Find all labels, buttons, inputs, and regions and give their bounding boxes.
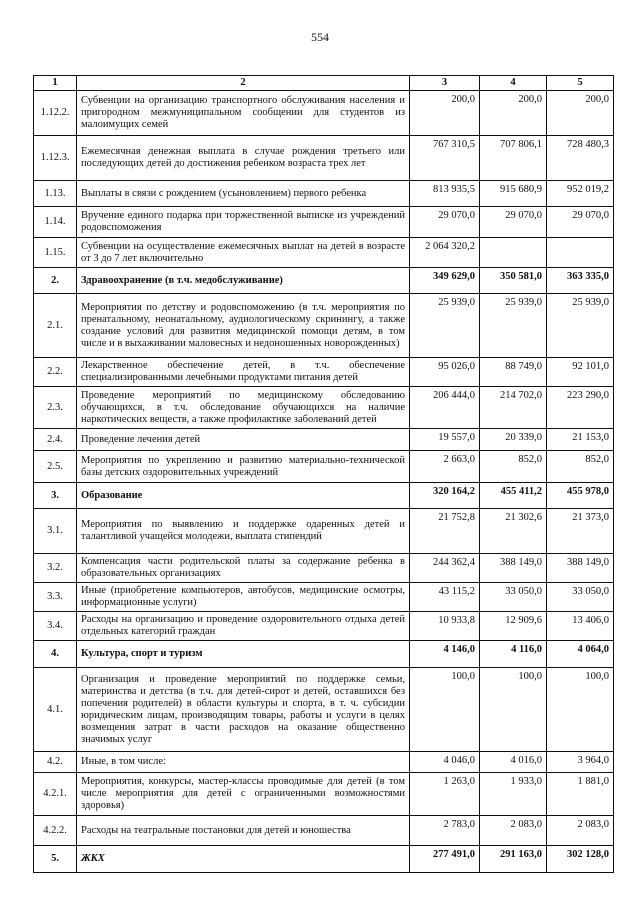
row-description-cell: Культура, спорт и туризм: [77, 641, 410, 668]
value-col5-cell: 100,0: [547, 668, 614, 752]
value-col4-cell: 29 070,0: [480, 207, 547, 238]
value-col5-cell: 2 083,0: [547, 816, 614, 846]
table-row: [34, 816, 614, 846]
value-col5-cell: 223 290,0: [547, 387, 614, 429]
row-description-cell: Иные, в том числе:: [77, 752, 410, 773]
value-col3-cell: 2 663,0: [410, 451, 480, 483]
row-description-cell: Мероприятия по выявлению и поддержке одаренных детей и талантливой учащейся молодежи, выплата стипендий: [77, 509, 410, 554]
table-row: [34, 846, 614, 873]
value-col3-cell: 2 783,0: [410, 816, 480, 846]
column-header: 2: [77, 76, 410, 91]
row-description-cell: Лекарственное обеспечение детей, в т.ч. обеспечение специализированными лечебными продуктами питания детей: [77, 358, 410, 387]
value-col4-cell: 4 116,0: [480, 641, 547, 668]
row-number-cell: 1.12.2.: [34, 91, 77, 136]
page-number: 554: [311, 30, 329, 44]
value-col4-cell: 20 339,0: [480, 429, 547, 451]
row-number-cell: 3.: [34, 483, 77, 509]
table-row: [34, 238, 614, 268]
row-number-cell: 5.: [34, 846, 77, 873]
table-row: [34, 509, 614, 554]
row-description-cell: Иные (приобретение компьютеров, автобусов, медицинские осмотры, информационные услуги): [77, 583, 410, 612]
value-col3-cell: 813 935,5: [410, 181, 480, 207]
value-col3-cell: 25 939,0: [410, 294, 480, 358]
value-col4-cell: 214 702,0: [480, 387, 547, 429]
value-col5-cell: 302 128,0: [547, 846, 614, 873]
value-col5-cell: 1 881,0: [547, 773, 614, 816]
value-col4-cell: 21 302,6: [480, 509, 547, 554]
value-col4-cell: 350 581,0: [480, 268, 547, 294]
row-description-cell: Субвенции на организацию транспортного обслуживания населения и пригородном межмуниципальном сообщении для студентов из малоимущих семей: [77, 91, 410, 136]
value-col5-cell: 33 050,0: [547, 583, 614, 612]
table-row: [34, 387, 614, 429]
value-col4-cell: 455 411,2: [480, 483, 547, 509]
value-col3-cell: 21 752,8: [410, 509, 480, 554]
table-row: [34, 752, 614, 773]
row-number-cell: 3.1.: [34, 509, 77, 554]
row-description-cell: Здравоохранение (в т.ч. медобслуживание): [77, 268, 410, 294]
value-col5-cell: 21 153,0: [547, 429, 614, 451]
value-col5-cell: 852,0: [547, 451, 614, 483]
row-number-cell: 3.3.: [34, 583, 77, 612]
value-col3-cell: 767 310,5: [410, 136, 480, 181]
table-row: [34, 268, 614, 294]
value-col3-cell: 43 115,2: [410, 583, 480, 612]
value-col5-cell: 13 406,0: [547, 612, 614, 641]
value-col4-cell: 33 050,0: [480, 583, 547, 612]
value-col3-cell: 29 070,0: [410, 207, 480, 238]
row-number-cell: 1.14.: [34, 207, 77, 238]
value-col4-cell: 388 149,0: [480, 554, 547, 583]
value-col5-cell: 4 064,0: [547, 641, 614, 668]
column-header: 5: [547, 76, 614, 91]
value-col4-cell: 4 016,0: [480, 752, 547, 773]
value-col5-cell: 25 939,0: [547, 294, 614, 358]
row-number-cell: 2.4.: [34, 429, 77, 451]
value-col3-cell: 2 064 320,2: [410, 238, 480, 268]
value-col5-cell: 3 964,0: [547, 752, 614, 773]
row-number-cell: 2.2.: [34, 358, 77, 387]
value-col3-cell: 10 933,8: [410, 612, 480, 641]
column-header: 1: [34, 76, 77, 91]
row-description-cell: Ежемесячная денежная выплата в случае рождения третьего или последующих детей до достижения ребенком возраста трех лет: [77, 136, 410, 181]
value-col3-cell: 4 146,0: [410, 641, 480, 668]
value-col5-cell: 29 070,0: [547, 207, 614, 238]
row-description-cell: Мероприятия по детству и родовспоможению (в т.ч. мероприятия по пренатальному, неонатальному, аудиологическому скринингу, а также создание условий для развития медицинской помощи детям, в том числе и в выхаживании маловесных и недоношенных новорожденных): [77, 294, 410, 358]
value-col3-cell: 4 046,0: [410, 752, 480, 773]
value-col5-cell: 200,0: [547, 91, 614, 136]
row-number-cell: 2.1.: [34, 294, 77, 358]
row-description-cell: Образование: [77, 483, 410, 509]
column-header: 4: [480, 76, 547, 91]
row-description-cell: ЖКХ: [77, 846, 410, 873]
row-description-cell: Компенсация части родительской платы за содержание ребенка в образовательных организациях: [77, 554, 410, 583]
row-number-cell: 1.12.3.: [34, 136, 77, 181]
table-row: [34, 583, 614, 612]
value-col4-cell: 88 749,0: [480, 358, 547, 387]
table-row: [34, 181, 614, 207]
value-col4-cell: 852,0: [480, 451, 547, 483]
value-col3-cell: 320 164,2: [410, 483, 480, 509]
value-col5-cell: [547, 238, 614, 268]
row-number-cell: 2.3.: [34, 387, 77, 429]
value-col5-cell: 92 101,0: [547, 358, 614, 387]
table-header-row: [34, 76, 614, 91]
value-col4-cell: 100,0: [480, 668, 547, 752]
value-col3-cell: 349 629,0: [410, 268, 480, 294]
value-col3-cell: 1 263,0: [410, 773, 480, 816]
value-col3-cell: 277 491,0: [410, 846, 480, 873]
table-row: [34, 612, 614, 641]
budget-table: [33, 75, 614, 873]
value-col5-cell: 728 480,3: [547, 136, 614, 181]
value-col4-cell: 707 806,1: [480, 136, 547, 181]
row-description-cell: Расходы на театральные постановки для детей и юношества: [77, 816, 410, 846]
table-row: [34, 136, 614, 181]
table-row: [34, 641, 614, 668]
table-row: [34, 483, 614, 509]
row-description-cell: Организация и проведение мероприятий по поддержке семьи, материнства и детства (в т.ч. для детей-сирот и детей, оставшихся без попечения родителей) в области культуры и спорта, в т. ч. субсидии юридическим лицам, производящим товары, работы и услуги в целях возмещения затрат в части расходов на оказание общественно значимых услуг: [77, 668, 410, 752]
table-row: [34, 451, 614, 483]
table-row: [34, 429, 614, 451]
value-col3-cell: 19 557,0: [410, 429, 480, 451]
row-number-cell: 1.13.: [34, 181, 77, 207]
row-description-cell: Расходы на организацию и проведение оздоровительного отдыха детей отдельных категорий граждан: [77, 612, 410, 641]
value-col5-cell: 388 149,0: [547, 554, 614, 583]
value-col3-cell: 95 026,0: [410, 358, 480, 387]
row-description-cell: Выплаты в связи с рождением (усыновлением) первого ребенка: [77, 181, 410, 207]
column-header: 3: [410, 76, 480, 91]
row-description-cell: Вручение единого подарка при торжественной выписке из учреждений родовспоможения: [77, 207, 410, 238]
row-description-cell: Мероприятия, конкурсы, мастер-классы проводимые для детей (в том числе мероприятия для детей с ограниченными возможностями здоровья): [77, 773, 410, 816]
row-description-cell: Субвенции на осуществление ежемесячных выплат на детей в возрасте от 3 до 7 лет включительно: [77, 238, 410, 268]
value-col4-cell: 291 163,0: [480, 846, 547, 873]
table-row: [34, 294, 614, 358]
row-description-cell: Мероприятия по укреплению и развитию материально-технической базы детских оздоровительных учреждений: [77, 451, 410, 483]
row-description-cell: Проведение лечения детей: [77, 429, 410, 451]
row-number-cell: 4.1.: [34, 668, 77, 752]
value-col5-cell: 363 335,0: [547, 268, 614, 294]
value-col4-cell: 25 939,0: [480, 294, 547, 358]
value-col4-cell: [480, 238, 547, 268]
value-col4-cell: 12 909,6: [480, 612, 547, 641]
row-number-cell: 3.4.: [34, 612, 77, 641]
table-row: [34, 91, 614, 136]
row-description-cell: Проведение мероприятий по медицинскому обследованию обучающихся, в т.ч. обследование обучающихся на наличие наркотических веществ, а также профилактике заболеваний детей: [77, 387, 410, 429]
value-col4-cell: 915 680,9: [480, 181, 547, 207]
table-row: [34, 668, 614, 752]
row-number-cell: 4.2.: [34, 752, 77, 773]
row-number-cell: 2.5.: [34, 451, 77, 483]
value-col5-cell: 455 978,0: [547, 483, 614, 509]
table-row: [34, 554, 614, 583]
row-number-cell: 3.2.: [34, 554, 77, 583]
value-col5-cell: 21 373,0: [547, 509, 614, 554]
value-col4-cell: 2 083,0: [480, 816, 547, 846]
row-number-cell: 2.: [34, 268, 77, 294]
table-row: [34, 358, 614, 387]
value-col4-cell: 200,0: [480, 91, 547, 136]
value-col3-cell: 206 444,0: [410, 387, 480, 429]
table-row: [34, 207, 614, 238]
value-col3-cell: 244 362,4: [410, 554, 480, 583]
value-col5-cell: 952 019,2: [547, 181, 614, 207]
row-number-cell: 4.2.1.: [34, 773, 77, 816]
value-col3-cell: 200,0: [410, 91, 480, 136]
table-row: [34, 773, 614, 816]
value-col4-cell: 1 933,0: [480, 773, 547, 816]
value-col3-cell: 100,0: [410, 668, 480, 752]
row-number-cell: 4.: [34, 641, 77, 668]
row-number-cell: 4.2.2.: [34, 816, 77, 846]
row-number-cell: 1.15.: [34, 238, 77, 268]
